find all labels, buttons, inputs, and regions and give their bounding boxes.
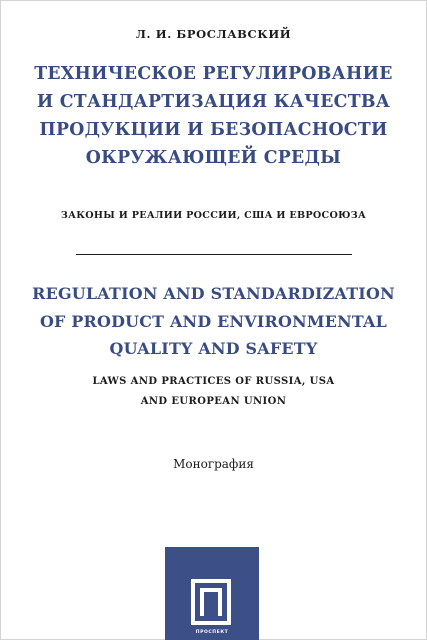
section-divider	[76, 254, 352, 255]
title-ru-line: ОКРУЖАЮЩЕЙ СРЕДЫ	[85, 148, 342, 168]
title-ru-line: И СТАНДАРТИЗАЦИЯ КАЧЕСТВА	[36, 92, 391, 112]
title-ru-line: ТЕХНИЧЕСКОЕ РЕГУЛИРОВАНИЕ	[34, 64, 393, 84]
publisher-p-logo-icon	[191, 579, 231, 625]
genre-label: Монография	[173, 457, 254, 471]
title-en-line: QUALITY AND SAFETY	[109, 339, 318, 358]
subtitle-en-line: AND EUROPEAN UNION	[140, 396, 287, 407]
title-en-line: OF PRODUCT AND ENVIRONMENTAL	[39, 311, 388, 331]
title-en-line: REGULATION AND STANDARDIZATION	[32, 284, 395, 303]
subtitle-english	[0, 372, 427, 412]
title-russian	[18, 60, 409, 172]
title-english	[10, 280, 417, 363]
title-ru-line: ПРОДУКЦИИ И БЕЗОПАСНОСТИ	[39, 120, 388, 140]
publisher-name: ПРОСПЕКТ	[195, 630, 229, 635]
subtitle-russian: ЗАКОНЫ И РЕАЛИИ РОССИИ, США И ЕВРОСОЮЗА	[60, 210, 367, 221]
author-name: Л. И. БРОСЛАВСКИЙ	[135, 27, 292, 41]
publisher-block	[165, 547, 259, 640]
subtitle-en-line: LAWS AND PRACTICES OF RUSSIA, USA	[92, 376, 335, 387]
